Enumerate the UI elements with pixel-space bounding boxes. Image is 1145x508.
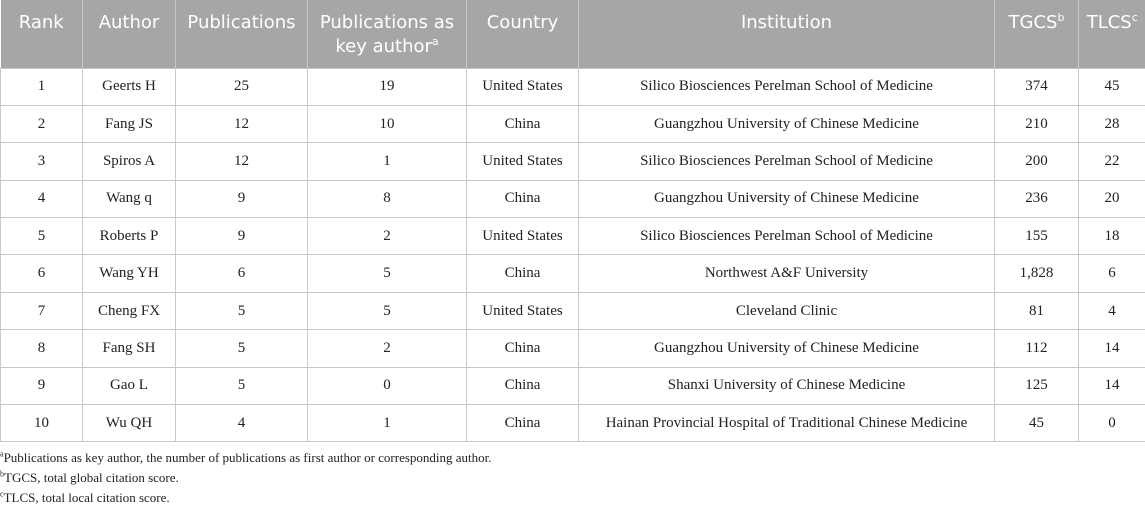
footnote-a: $^a$Publications as key author, the number of publications as first author or corresponding author. xyxy=(0,448,492,468)
cell-tgcs: 236 xyxy=(995,180,1079,217)
header-tlcs-label: TLCS xyxy=(1087,12,1132,33)
cell-rank: 9 xyxy=(1,367,83,404)
cell-rank: 6 xyxy=(1,255,83,292)
table-row xyxy=(1,218,1145,255)
cell-publications: 25 xyxy=(176,68,308,105)
footnote-mark-b: b xyxy=(1057,11,1064,24)
cell-author: Fang SH xyxy=(83,330,176,367)
cell-tgcs: 1,828 xyxy=(995,255,1079,292)
cell-tlcs: 20 xyxy=(1079,180,1145,217)
cell-key-author: 8 xyxy=(308,180,467,217)
header-rank: Rank xyxy=(1,0,83,68)
cell-author: Wang YH xyxy=(83,255,176,292)
header-tgcs xyxy=(995,0,1079,68)
table-row xyxy=(1,143,1145,180)
table-row xyxy=(1,68,1145,105)
cell-author: Wang q xyxy=(83,180,176,217)
footnote-mark-a: a xyxy=(432,35,439,48)
cell-tlcs: 14 xyxy=(1079,367,1145,404)
cell-publications: 12 xyxy=(176,105,308,142)
header-tgcs-label: TGCS xyxy=(1009,12,1058,33)
cell-tgcs: 45 xyxy=(995,405,1079,442)
cell-tlcs: 18 xyxy=(1079,218,1145,255)
cell-author: Roberts P xyxy=(83,218,176,255)
table-row xyxy=(1,330,1145,367)
cell-institution: Silico Biosciences Perelman School of Medicine xyxy=(579,218,995,255)
table-header-row xyxy=(1,0,1145,68)
cell-institution: Silico Biosciences Perelman School of Medicine xyxy=(579,68,995,105)
cell-key-author: 10 xyxy=(308,105,467,142)
cell-tlcs: 4 xyxy=(1079,292,1145,329)
cell-tgcs: 125 xyxy=(995,367,1079,404)
cell-rank: 3 xyxy=(1,143,83,180)
cell-publications: 5 xyxy=(176,292,308,329)
cell-rank: 5 xyxy=(1,218,83,255)
cell-rank: 10 xyxy=(1,405,83,442)
cell-key-author: 2 xyxy=(308,218,467,255)
cell-country: United States xyxy=(467,68,579,105)
cell-tgcs: 210 xyxy=(995,105,1079,142)
header-key-author xyxy=(308,0,467,68)
cell-country: China xyxy=(467,180,579,217)
cell-key-author: 1 xyxy=(308,143,467,180)
cell-publications: 5 xyxy=(176,367,308,404)
cell-institution: Guangzhou University of Chinese Medicine xyxy=(579,105,995,142)
cell-key-author: 5 xyxy=(308,292,467,329)
header-author: Author xyxy=(83,0,176,68)
cell-tlcs: 22 xyxy=(1079,143,1145,180)
cell-tgcs: 155 xyxy=(995,218,1079,255)
cell-rank: 7 xyxy=(1,292,83,329)
cell-author: Cheng FX xyxy=(83,292,176,329)
cell-author: Geerts H xyxy=(83,68,176,105)
header-key-author-label: Publications as key author xyxy=(320,12,454,57)
cell-institution: Hainan Provincial Hospital of Traditional Chinese Medicine xyxy=(579,405,995,442)
cell-tgcs: 374 xyxy=(995,68,1079,105)
cell-institution: Silico Biosciences Perelman School of Medicine xyxy=(579,143,995,180)
cell-rank: 8 xyxy=(1,330,83,367)
table-body xyxy=(1,68,1145,442)
cell-country: China xyxy=(467,255,579,292)
cell-country: United States xyxy=(467,292,579,329)
cell-author: Spiros A xyxy=(83,143,176,180)
cell-key-author: 1 xyxy=(308,405,467,442)
cell-institution: Shanxi University of Chinese Medicine xyxy=(579,367,995,404)
cell-key-author: 0 xyxy=(308,367,467,404)
cell-country: China xyxy=(467,405,579,442)
cell-tlcs: 14 xyxy=(1079,330,1145,367)
table-row xyxy=(1,292,1145,329)
header-country: Country xyxy=(467,0,579,68)
cell-country: United States xyxy=(467,143,579,180)
header-tlcs xyxy=(1079,0,1145,68)
cell-author: Gao L xyxy=(83,367,176,404)
footnotes xyxy=(0,448,492,508)
cell-institution: Cleveland Clinic xyxy=(579,292,995,329)
cell-tgcs: 81 xyxy=(995,292,1079,329)
table-row xyxy=(1,255,1145,292)
table-row xyxy=(1,405,1145,442)
table-row xyxy=(1,367,1145,404)
header-institution: Institution xyxy=(579,0,995,68)
cell-country: China xyxy=(467,330,579,367)
cell-publications: 9 xyxy=(176,180,308,217)
footnote-c: $^c$TLCS, total local citation score. xyxy=(0,488,492,508)
cell-tgcs: 112 xyxy=(995,330,1079,367)
cell-country: United States xyxy=(467,218,579,255)
cell-key-author: 19 xyxy=(308,68,467,105)
cell-tlcs: 0 xyxy=(1079,405,1145,442)
cell-tlcs: 45 xyxy=(1079,68,1145,105)
cell-tlcs: 6 xyxy=(1079,255,1145,292)
cell-institution: Guangzhou University of Chinese Medicine xyxy=(579,330,995,367)
cell-publications: 12 xyxy=(176,143,308,180)
cell-rank: 4 xyxy=(1,180,83,217)
cell-publications: 9 xyxy=(176,218,308,255)
table-row xyxy=(1,180,1145,217)
cell-tgcs: 200 xyxy=(995,143,1079,180)
table-row xyxy=(1,105,1145,142)
cell-author: Wu QH xyxy=(83,405,176,442)
cell-institution: Northwest A&F University xyxy=(579,255,995,292)
cell-key-author: 5 xyxy=(308,255,467,292)
cell-rank: 2 xyxy=(1,105,83,142)
cell-tlcs: 28 xyxy=(1079,105,1145,142)
cell-author: Fang JS xyxy=(83,105,176,142)
footnote-mark-c: c xyxy=(1132,11,1138,24)
header-publications: Publications xyxy=(176,0,308,68)
cell-institution: Guangzhou University of Chinese Medicine xyxy=(579,180,995,217)
cell-publications: 5 xyxy=(176,330,308,367)
cell-country: China xyxy=(467,367,579,404)
cell-rank: 1 xyxy=(1,68,83,105)
cell-key-author: 2 xyxy=(308,330,467,367)
footnote-b: $^b$TGCS, total global citation score. xyxy=(0,468,492,488)
cell-publications: 6 xyxy=(176,255,308,292)
cell-country: China xyxy=(467,105,579,142)
cell-publications: 4 xyxy=(176,405,308,442)
